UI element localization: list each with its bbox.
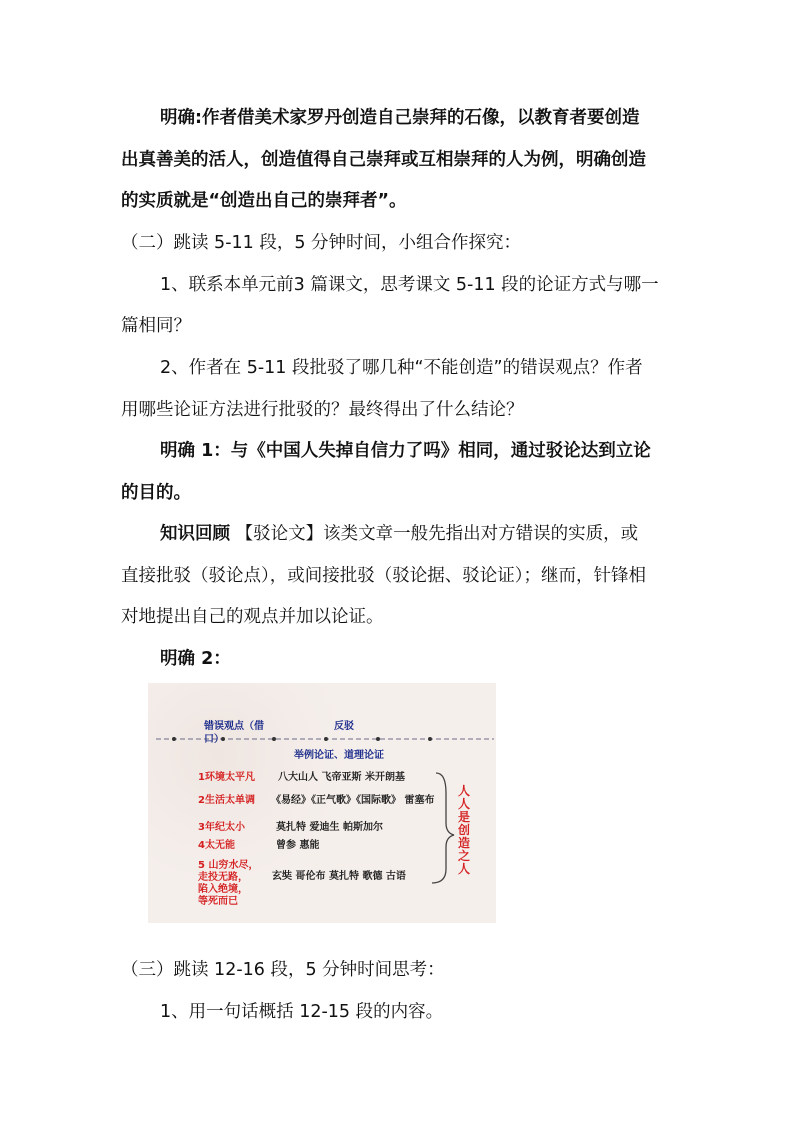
text-line: [160, 524, 638, 544]
claim-5-line2: 走投无路，: [198, 872, 248, 883]
p5-line1: 明确 1：与《中国人失掉自信力了吗》相同，通过驳论达到立论: [160, 441, 651, 461]
p6-line2: 直接批驳（驳论点），或间接批驳（驳论据、驳论证）；继而，针锋相: [121, 566, 646, 586]
p6-line3: 对地提出自己的观点并加以论证。: [121, 607, 384, 627]
text-line: [160, 108, 640, 128]
p3-line2: 篇相同？: [121, 316, 191, 336]
p6-line1: 【驳论文】该类文章一般先指出对方错误的实质，或: [235, 524, 639, 544]
claim-5-line3: 陷入绝境，: [198, 884, 248, 895]
examples-4: 曾参 惠能: [276, 840, 320, 851]
claim-1: 1环境太平凡: [198, 772, 255, 783]
methods-label: 举例论证、道理论证: [294, 750, 384, 761]
p7-line: 明确 2：: [160, 649, 231, 669]
p8-line: （三）跳读 12-16 段，5 分钟时间思考：: [121, 960, 445, 980]
examples-3: 莫扎特 爱迪生 帕斯加尔: [276, 822, 383, 833]
examples-2: 《易经》《正气歌》《国际歌》 雷塞布: [271, 795, 435, 806]
right-brace: [432, 773, 454, 883]
claim-5-line1: 5 山穷水尽，: [198, 860, 259, 871]
p3-line1: 1、联系本单元前3 篇课文，思考课文 5-11 段的论证方式与哪一: [160, 275, 659, 295]
p1-line2: 出真善美的活人，创造值得自己崇拜或互相崇拜的人为例，明确创造: [121, 150, 646, 170]
examples-5: 玄奘 哥伦布 莫扎特 歌德 古语: [272, 871, 406, 882]
slide-image: [148, 683, 496, 923]
p6-label: 知识回顾: [160, 524, 230, 544]
timeline-dot: [172, 737, 176, 741]
timeline-dot: [324, 737, 328, 741]
p1-line1: 作者借美术家罗丹创造自己崇拜的石像，以教育者要创造: [202, 108, 640, 128]
header-left-1: 错误观点（借: [204, 721, 264, 732]
timeline-dot: [272, 737, 276, 741]
p2-line: （二）跳读 5-11 段，5 分钟时间，小组合作探究：: [121, 233, 522, 253]
claim-3: 3年纪太小: [198, 822, 245, 833]
timeline-dot: [428, 737, 432, 741]
claim-5-line4: 等死而已: [198, 896, 238, 907]
p1-label: 明确:: [160, 108, 202, 128]
header-left-2: 口）: [204, 734, 224, 745]
p1-line3: 的实质就是“创造出自己的崇拜者”。: [121, 191, 407, 211]
p9-line: 1、用一句话概括 12-15 段的内容。: [160, 1002, 444, 1022]
header-right: 反驳: [334, 721, 354, 732]
examples-1: 八大山人 飞帝亚斯 米开朗基: [278, 772, 405, 783]
p5-line2: 的目的。: [121, 483, 191, 503]
claim-2: 2生活太单调: [198, 795, 255, 806]
p4-line2: 用哪些论证方法进行批驳的？最终得出了什么结论？: [121, 400, 524, 420]
timeline-dot: [376, 737, 380, 741]
p4-line1: 2、作者在 5-11 段批驳了哪几种“不能创造”的错误观点？作者: [160, 358, 643, 378]
conclusion-vertical: 人人是创造之人: [458, 784, 471, 876]
claim-4: 4太无能: [198, 840, 235, 851]
